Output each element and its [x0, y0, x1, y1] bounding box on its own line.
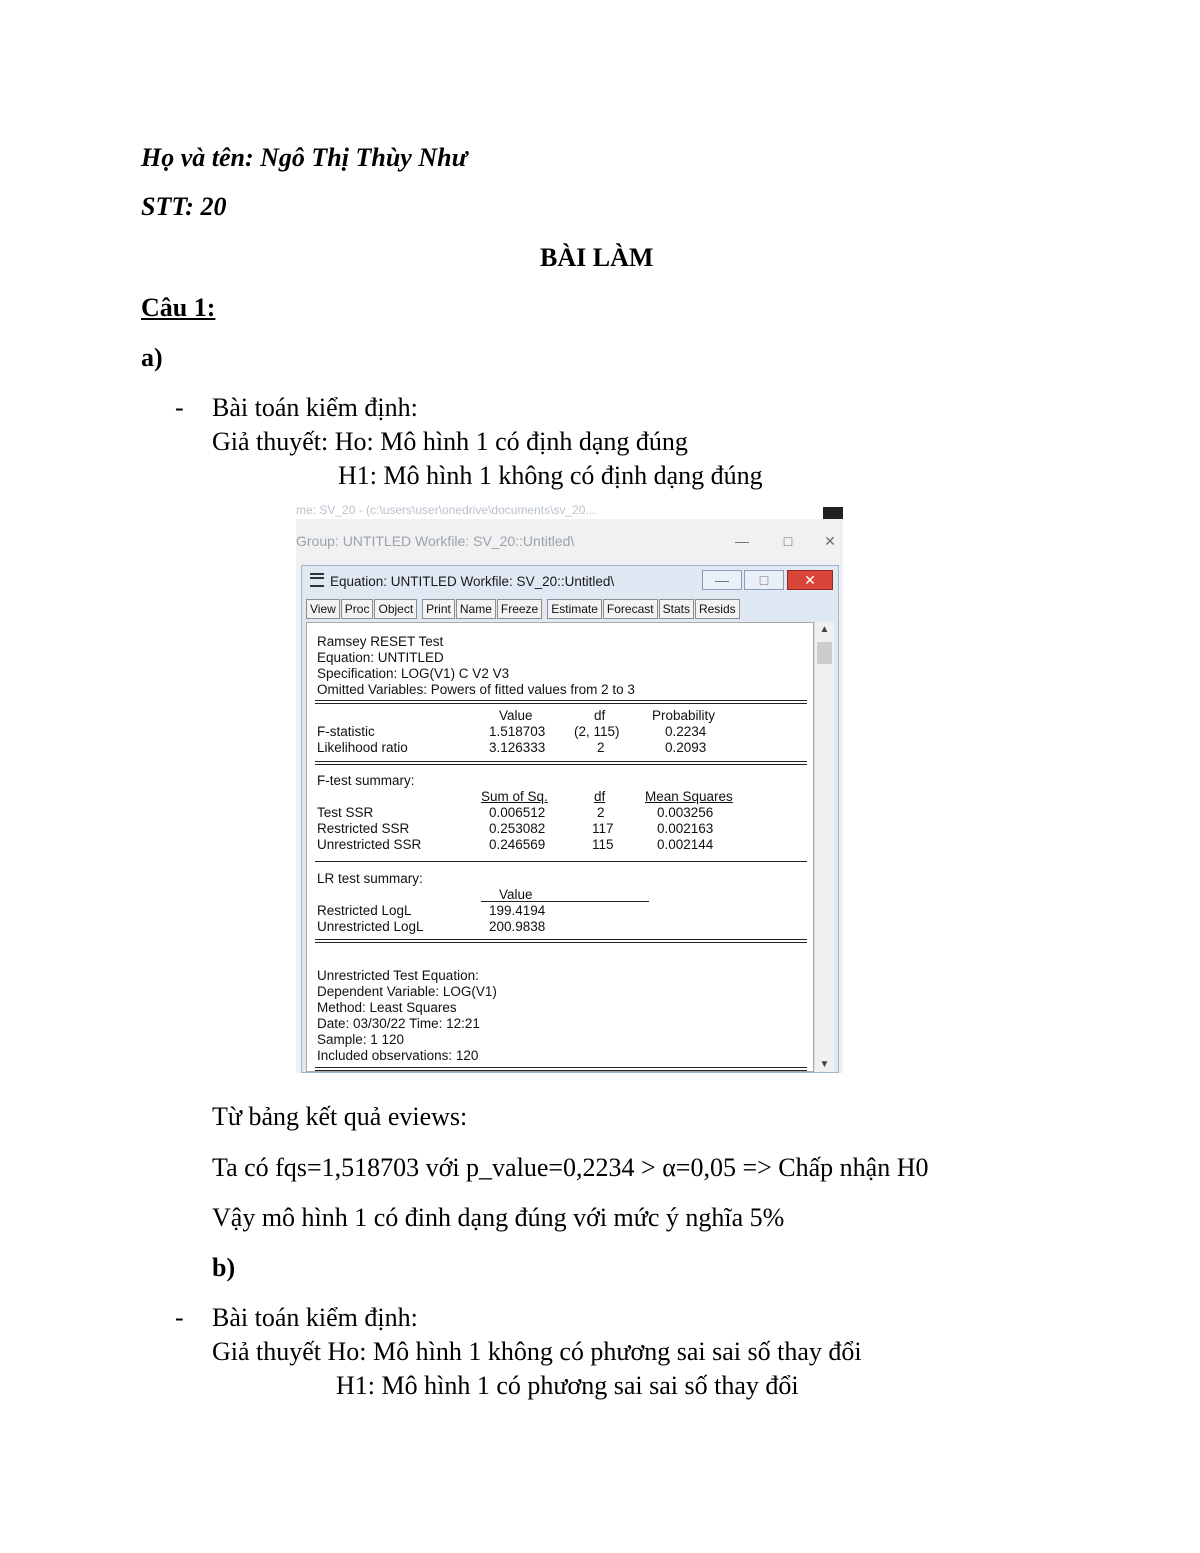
toolbar-stats-button[interactable]: Stats — [659, 599, 694, 619]
stat-value: 3.126333 — [489, 740, 546, 755]
toolbar-print-button[interactable]: Print — [422, 599, 455, 619]
results-intro: Từ bảng kết quả eviews: — [212, 1102, 468, 1131]
equation-window-title — [310, 572, 614, 589]
toolbar-resids-button[interactable]: Resids — [695, 599, 740, 619]
equation-window — [301, 565, 839, 1073]
eq-close-icon[interactable]: ✕ — [787, 570, 833, 590]
student-name: Họ và tên: Ngô Thị Thùy Như — [141, 143, 468, 172]
dark-corner — [823, 507, 843, 519]
stat-prob: 0.2234 — [665, 724, 707, 739]
ftest-ms: 0.002144 — [657, 837, 714, 852]
col-header-value: Value — [499, 708, 533, 723]
lr-title: LR test summary: — [317, 871, 423, 886]
lr-header-rule — [481, 901, 649, 902]
ftest-label: Test SSR — [317, 805, 374, 820]
eq-minimize-icon[interactable]: — — [702, 570, 742, 590]
ftest-df: 117 — [592, 821, 614, 836]
group-window — [296, 519, 843, 1073]
group-close-icon[interactable]: ✕ — [824, 533, 836, 549]
col-header-df: df — [594, 708, 606, 723]
lr-value: 199.4194 — [489, 903, 546, 918]
toolbar-freeze-button[interactable]: Freeze — [497, 599, 542, 619]
test-name: Ramsey RESET Test — [317, 634, 444, 649]
bullet-dash: - — [175, 393, 184, 422]
group-window-title: Group: UNTITLED Workfile: SV_20::Untitled\ — [296, 533, 575, 549]
lr-value: 200.9838 — [489, 919, 546, 934]
single-rule — [315, 861, 807, 862]
ftest-header-ss: Sum of Sq. — [481, 789, 548, 804]
stat-df: 2 — [597, 740, 605, 755]
unrestricted-title: Unrestricted Test Equation: — [317, 968, 479, 983]
stat-label: Likelihood ratio — [317, 740, 408, 755]
part-a-label: a) — [141, 343, 163, 372]
ftest-ss: 0.253082 — [489, 821, 546, 836]
equation-title-text: Equation: UNTITLED Workfile: SV_20::Untitled\ — [330, 574, 615, 589]
toolbar-forecast-button[interactable]: Forecast — [603, 599, 658, 619]
lr-label: Restricted LogL — [317, 903, 412, 918]
dependent-variable: Dependent Variable: LOG(V1) — [317, 984, 497, 999]
double-rule — [315, 700, 807, 704]
toolbar-object-button[interactable]: Object — [374, 599, 417, 619]
top-strip-text: me: SV_20 - (c:\users\user\onedrive\documents\sv_20... — [296, 505, 596, 517]
toolbar-view-button[interactable]: View — [306, 599, 340, 619]
lr-header-value: Value — [499, 887, 533, 902]
scroll-thumb[interactable] — [817, 642, 832, 664]
lr-label: Unrestricted LogL — [317, 919, 424, 934]
ftest-header-df: df — [594, 789, 606, 804]
double-rule — [315, 761, 807, 765]
bullet-dash: - — [175, 1303, 184, 1332]
specification: Specification: LOG(V1) C V2 V3 — [317, 666, 510, 681]
eviews-screenshot — [296, 505, 843, 1073]
double-rule — [315, 939, 807, 943]
stat-prob: 0.2093 — [665, 740, 707, 755]
ftest-df: 2 — [597, 805, 605, 820]
ftest-ss: 0.246569 — [489, 837, 546, 852]
toolbar-gap — [418, 599, 421, 619]
part-b-label: b) — [212, 1253, 236, 1282]
eq-maximize-icon[interactable]: □ — [744, 570, 784, 590]
ftest-ms: 0.003256 — [657, 805, 714, 820]
toolbar-proc-button[interactable]: Proc — [341, 599, 374, 619]
ftest-ss: 0.006512 — [489, 805, 546, 820]
hypothesis-problem-a: Bài toán kiểm định: — [212, 393, 418, 422]
hypothesis-h1-a: H1: Mô hình 1 không có định dạng đúng — [338, 461, 763, 490]
stat-df: (2, 115) — [574, 724, 620, 739]
hypothesis-h0-b: Giả thuyết Ho: Mô hình 1 không có phương sai sai số thay đổi — [212, 1337, 862, 1366]
stat-label: F-statistic — [317, 724, 375, 739]
toolbar-name-button[interactable]: Name — [456, 599, 496, 619]
ftest-title: F-test summary: — [317, 773, 415, 788]
hypothesis-h1-b: H1: Mô hình 1 có phương sai sai số thay đổi — [336, 1371, 799, 1400]
date-time: Date: 03/30/22 Time: 12:21 — [317, 1016, 480, 1031]
method: Method: Least Squares — [317, 1000, 457, 1015]
student-number: STT: 20 — [141, 192, 227, 221]
toolbar-gap — [543, 599, 546, 619]
col-header-probability: Probability — [652, 708, 716, 723]
included-observations: Included observations: 120 — [317, 1048, 479, 1063]
question-label: Câu 1: — [141, 293, 216, 322]
scroll-up-icon[interactable]: ▲ — [819, 624, 830, 635]
scroll-down-icon[interactable]: ▼ — [819, 1059, 830, 1070]
ftest-header-ms: Mean Squares — [645, 789, 733, 804]
group-maximize-icon[interactable]: □ — [783, 533, 793, 549]
double-rule — [315, 1067, 807, 1071]
vertical-scrollbar[interactable] — [814, 622, 834, 1072]
equation-label: Equation: UNTITLED — [317, 650, 444, 665]
ftest-df: 115 — [592, 837, 614, 852]
ftest-label: Restricted SSR — [317, 821, 410, 836]
calculation: Ta có fqs=1,518703 với p_value=0,2234 > α=0,05 => Chấp nhận H0 — [212, 1153, 929, 1182]
hypothesis-h0-a: Giả thuyết: Ho: Mô hình 1 có định dạng đúng — [212, 427, 688, 456]
page-title: BÀI LÀM — [540, 243, 654, 272]
menu-icon[interactable] — [310, 573, 324, 587]
stat-value: 1.518703 — [489, 724, 546, 739]
conclusion: Vậy mô hình 1 có đinh dạng đúng với mức ý nghĩa 5% — [212, 1203, 785, 1232]
toolbar-estimate-button[interactable]: Estimate — [547, 599, 602, 619]
ftest-ms: 0.002163 — [657, 821, 714, 836]
ftest-label: Unrestricted SSR — [317, 837, 422, 852]
output-pane — [306, 622, 814, 1072]
omitted-variables: Omitted Variables: Powers of fitted values from 2 to 3 — [317, 682, 635, 697]
hypothesis-problem-b: Bài toán kiểm định: — [212, 1303, 418, 1332]
sample: Sample: 1 120 — [317, 1032, 405, 1047]
top-window-strip — [296, 505, 843, 519]
group-minimize-icon[interactable]: — — [735, 533, 749, 549]
equation-toolbar — [306, 599, 740, 619]
